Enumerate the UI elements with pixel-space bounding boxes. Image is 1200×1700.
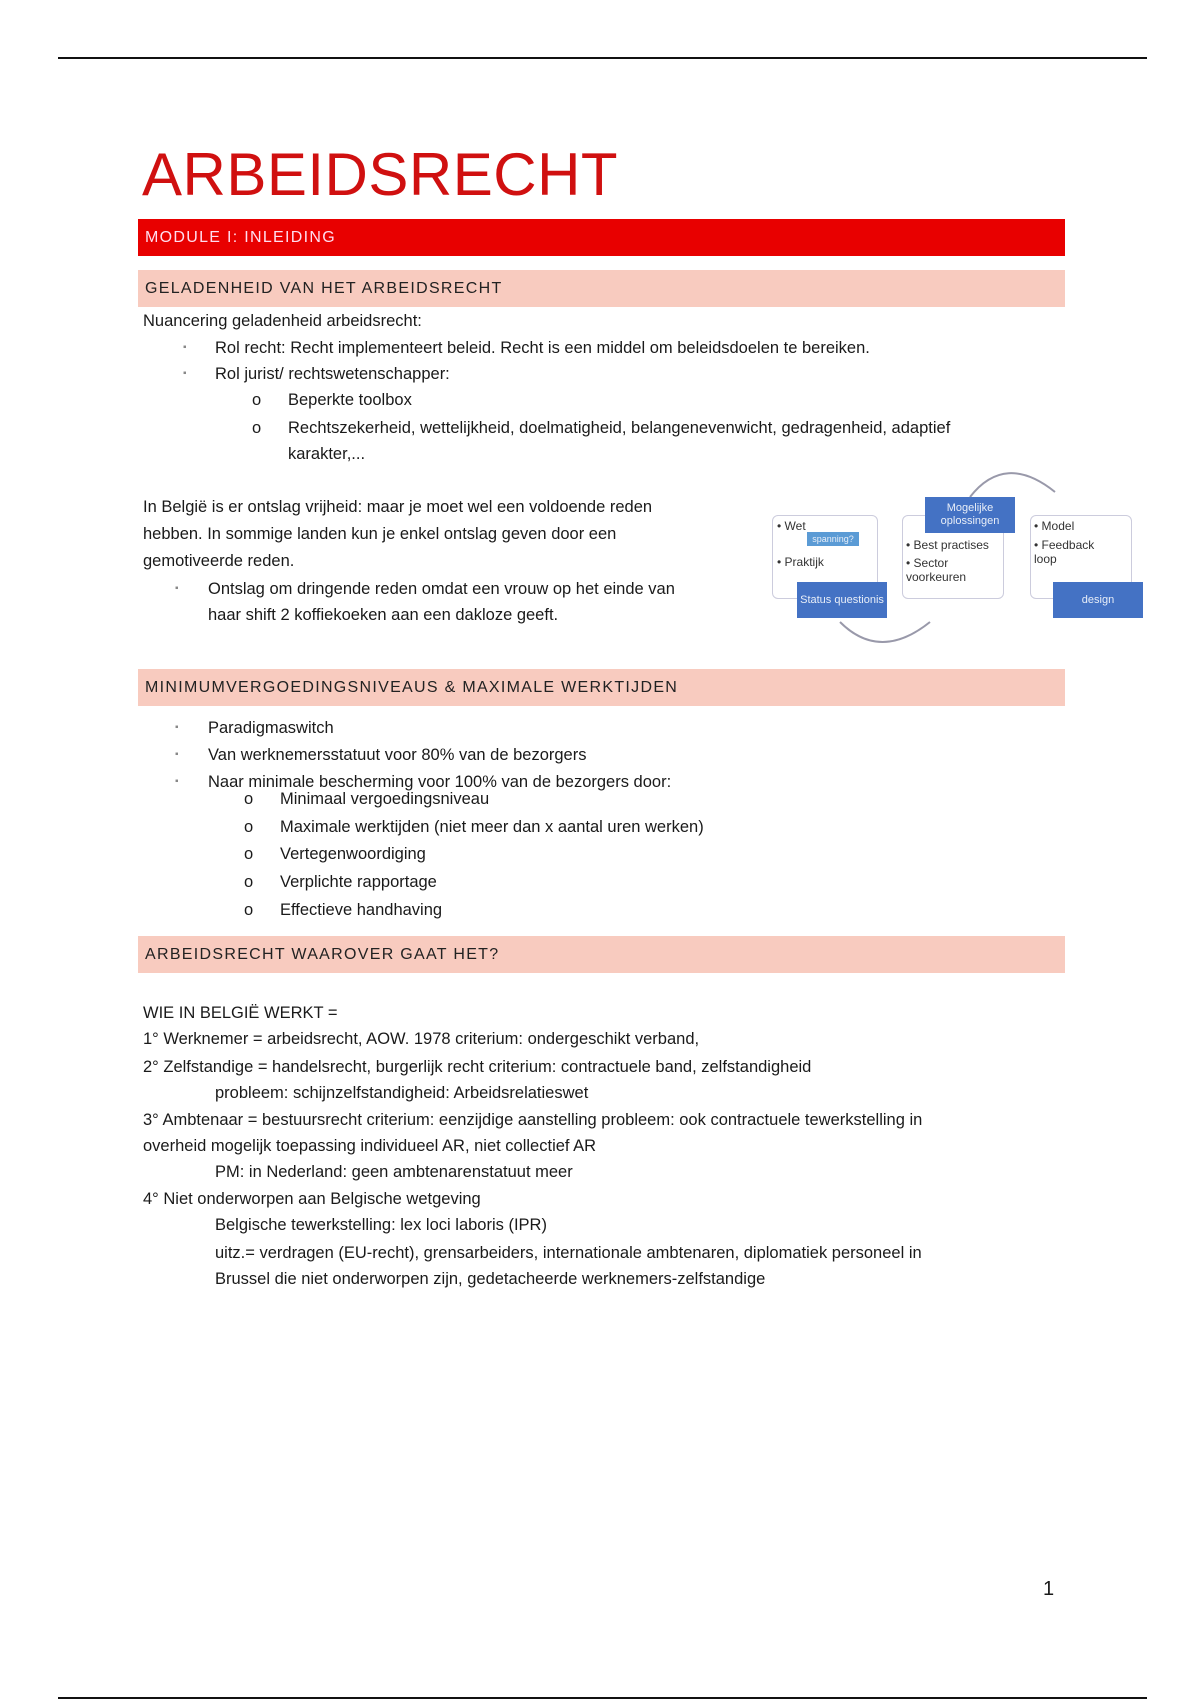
bullet-icon: ▪ bbox=[175, 776, 179, 787]
diagram-text: • Model bbox=[1034, 519, 1075, 533]
diagram-text: • Praktijk bbox=[777, 555, 824, 569]
bullet-text: haar shift 2 koffiekoeken aan een dakloze geeft. bbox=[208, 606, 559, 624]
text-line: 3° Ambtenaar = bestuursrecht criterium: eenzijdige aanstelling probleem: ook contractuele tewerkstelling in bbox=[143, 1111, 923, 1129]
sub-bullet-icon: o bbox=[244, 901, 254, 919]
document-title: ARBEIDSRECHT bbox=[142, 141, 619, 208]
spanning-label: spanning? bbox=[807, 532, 859, 546]
paragraph-line: In België is er ontslag vrijheid: maar je moet wel een voldoende reden bbox=[143, 498, 653, 516]
bullet-text: Rol jurist/ rechtswetenschapper: bbox=[215, 365, 450, 383]
text-line: WIE IN BELGIË WERKT = bbox=[143, 1004, 338, 1022]
diagram-text: • Feedback loop bbox=[1034, 538, 1095, 566]
intro-text: Nuancering geladenheid arbeidsrecht: bbox=[143, 312, 422, 330]
diagram-text: • Sector voorkeuren bbox=[906, 556, 967, 584]
text-line: Belgische tewerkstelling: lex loci laboris (IPR) bbox=[215, 1216, 547, 1234]
text-line: probleem: schijnzelfstandigheid: Arbeidsrelatieswet bbox=[215, 1084, 589, 1102]
diagram-text: • Best practises bbox=[906, 538, 989, 552]
sub-bullet-icon: o bbox=[244, 790, 254, 808]
bullet-icon: ▪ bbox=[175, 722, 179, 733]
sub-bullet-icon: o bbox=[252, 391, 262, 409]
text-line: PM: in Nederland: geen ambtenarenstatuut meer bbox=[215, 1163, 573, 1181]
text-line: 4° Niet onderworpen aan Belgische wetgeving bbox=[143, 1190, 481, 1208]
sub-bullet-text: Rechtszekerheid, wettelijkheid, doelmatigheid, belangenevenwicht, gedragenheid, adaptief bbox=[288, 419, 951, 437]
bullet-text: Ontslag om dringende reden omdat een vrouw op het einde van bbox=[208, 580, 675, 598]
sub-bullet-icon: o bbox=[244, 873, 254, 891]
sub-bullet-text: Vertegenwoordiging bbox=[280, 845, 426, 863]
header-rule bbox=[58, 57, 1147, 59]
bullet-icon: ▪ bbox=[175, 749, 179, 760]
bullet-text: Van werknemersstatuut voor 80% van de bezorgers bbox=[208, 746, 587, 764]
text-line: uitz.= verdragen (EU-recht), grensarbeiders, internationale ambtenaren, diplomatiek personeel in bbox=[215, 1244, 922, 1262]
bullet-icon: ▪ bbox=[175, 583, 179, 594]
sub-bullet-text: Beperkte toolbox bbox=[288, 391, 412, 409]
status-questionis-box: Status questionis bbox=[797, 582, 887, 618]
mogelijke-oplossingen-box: Mogelijke oplossingen bbox=[925, 497, 1015, 533]
module-heading: MODULE I: INLEIDING bbox=[138, 219, 1065, 256]
design-box: design bbox=[1053, 582, 1143, 618]
page-number: 1 bbox=[1043, 1578, 1055, 1600]
sub-bullet-text: Minimaal vergoedingsniveau bbox=[280, 790, 490, 808]
sub-bullet-text: Maximale werktijden (niet meer dan x aantal uren werken) bbox=[280, 818, 704, 836]
section-heading-waarover: ARBEIDSRECHT WAAROVER GAAT HET? bbox=[138, 936, 1065, 973]
bullet-text: Naar minimale bescherming voor 100% van de bezorgers door: bbox=[208, 773, 672, 791]
sub-bullet-icon: o bbox=[252, 419, 262, 437]
sub-bullet-text: karakter,... bbox=[288, 445, 366, 463]
sub-bullet-icon: o bbox=[244, 845, 254, 863]
sub-bullet-icon: o bbox=[244, 818, 254, 836]
text-line: 2° Zelfstandige = handelsrecht, burgerlijk recht criterium: contractuele band, zelfstandigheid bbox=[143, 1058, 812, 1076]
text-line: 1° Werknemer = arbeidsrecht, AOW. 1978 criterium: ondergeschikt verband, bbox=[143, 1030, 700, 1048]
diagram-text: • Wet bbox=[777, 519, 806, 533]
text-line: Brussel die niet onderworpen zijn, gedetacheerde werknemers-zelfstandige bbox=[215, 1270, 766, 1288]
text-line: overheid mogelijk toepassing individueel AR, niet collectief AR bbox=[143, 1137, 597, 1155]
section-heading-minimum: MINIMUMVERGOEDINGSNIVEAUS & MAXIMALE WERKTIJDEN bbox=[138, 669, 1065, 706]
paragraph-line: hebben. In sommige landen kun je enkel ontslag geven door een bbox=[143, 525, 617, 543]
process-diagram bbox=[770, 462, 1150, 652]
bullet-text: Rol recht: Recht implementeert beleid. Recht is een middel om beleidsdoelen te bereiken. bbox=[215, 339, 870, 357]
bullet-text: Paradigmaswitch bbox=[208, 719, 334, 737]
bullet-icon: ▪ bbox=[183, 368, 187, 379]
sub-bullet-text: Effectieve handhaving bbox=[280, 901, 443, 919]
sub-bullet-text: Verplichte rapportage bbox=[280, 873, 437, 891]
bullet-icon: ▪ bbox=[183, 342, 187, 353]
paragraph-line: gemotiveerde reden. bbox=[143, 552, 295, 570]
section-heading-geladenheid: GELADENHEID VAN HET ARBEIDSRECHT bbox=[138, 270, 1065, 307]
footer-rule bbox=[58, 1697, 1147, 1699]
